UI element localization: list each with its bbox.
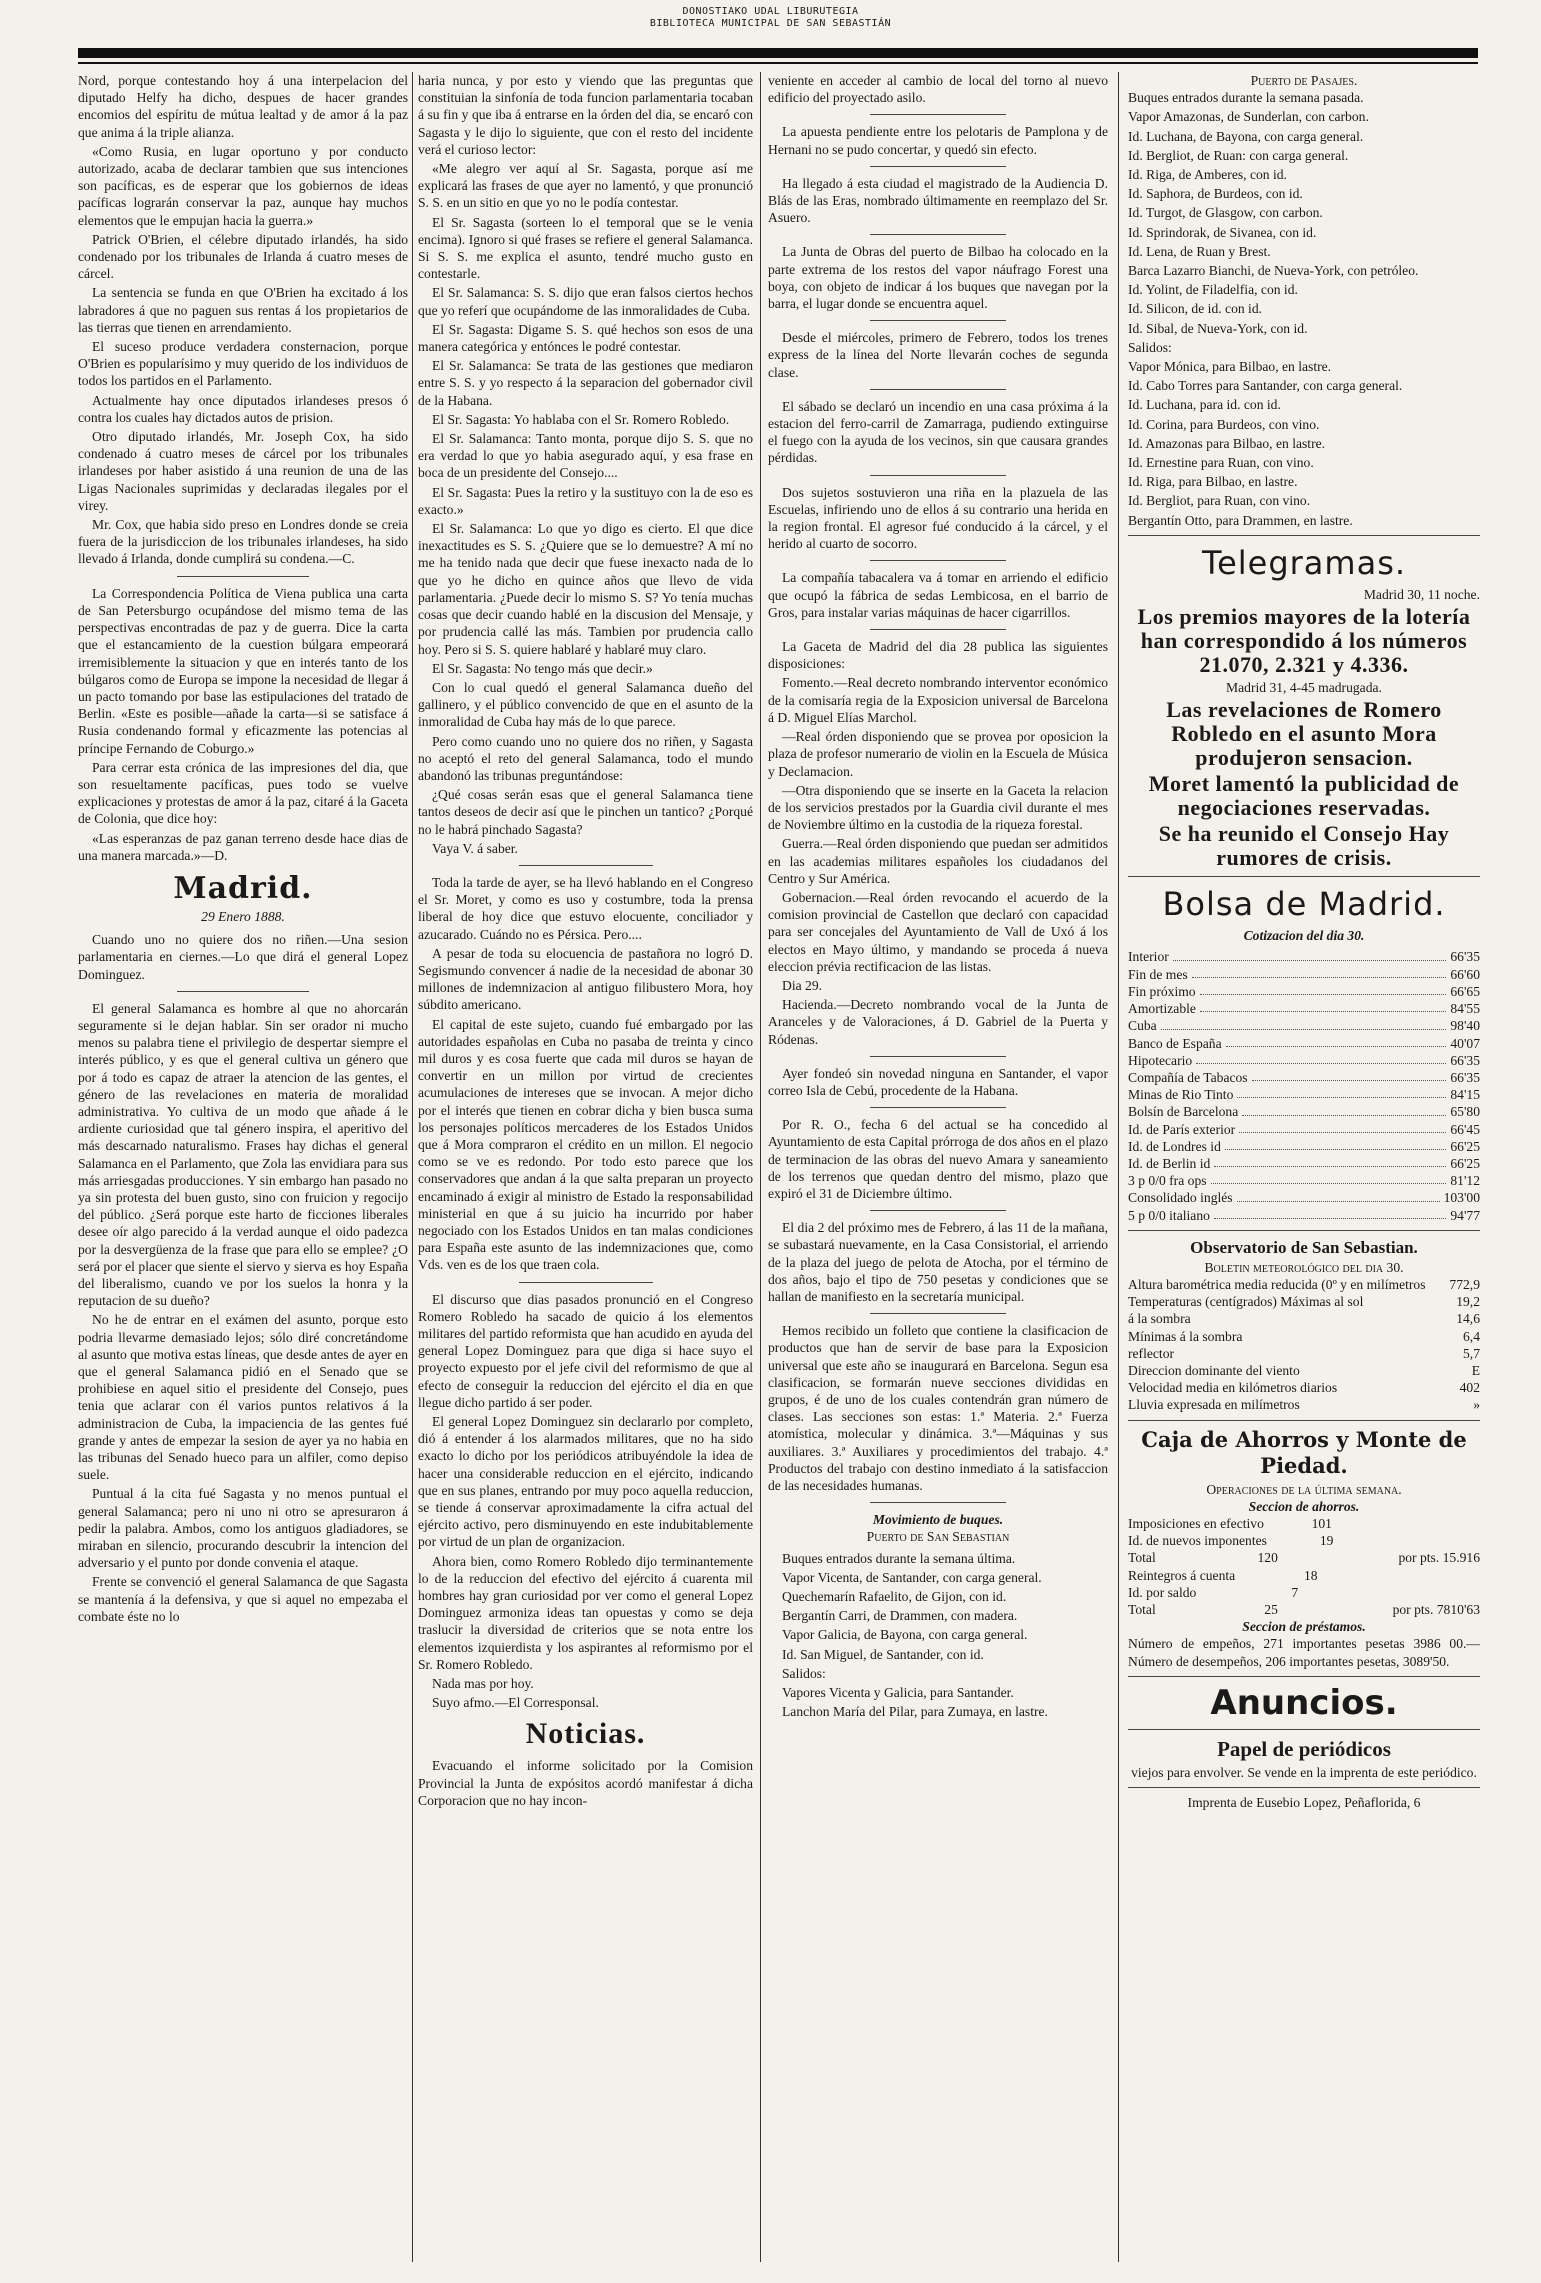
section-title-madrid: Madrid. [173, 870, 313, 906]
table-row [1128, 1276, 1480, 1293]
separator [870, 560, 1006, 561]
table-row [1128, 1310, 1480, 1327]
paragraph: Mr. Cox, que habia sido preso en Londres donde se creia fuera de la jurisdiccion de los tribunales irlandeses, ha sido llevado á Irlanda, donde cumplirá su condena.—C. [78, 517, 408, 567]
weather-value: 5,7 [1463, 1345, 1480, 1361]
savings-amount [1350, 1567, 1480, 1584]
paragraph: Hacienda.—Decreto nombrando vocal de la Junta de Aranceles y de Valoraciones, á D. Gabriel de la Puerta y Ródenas. [768, 997, 1108, 1047]
weather-label: Altura barométrica media reducida (0º y en milímetros [1128, 1276, 1426, 1292]
paragraph: El Sr. Sagasta: Pues la retiro y la sustituyo con la de eso es exacto.» [418, 484, 753, 517]
separator [1128, 535, 1480, 536]
separator [870, 389, 1006, 390]
paragraph: Puntual á la cita fué Sagasta y no menos puntual el general Salamanca; pero ni uno ni otro se apresuraron á pedir la palabra. Ambos, como los antiguos gladiadores, se miraban en silencio, procurando descubrir la intencion del adversario y el punto por donde convenia el ataque. [78, 1486, 408, 1571]
column-3 [768, 72, 1108, 2262]
table-row [1128, 1396, 1480, 1413]
weather-value: » [1473, 1397, 1480, 1413]
paragraph: El capital de este sujeto, cuando fué embargado por las autoridades españolas en Cuba no pasaba de treinta y cinco mil duros y es cosa fuerte que cada mil duros se hayan de convertir en un millon por virtud de crecientes acumulaciones de intereses que se invocan. A mejor dicho por el interés que tienen en cobrar dicha y bien busca suma los personajes políticos mercaderes de los Estados Unidos que á Mora compraron el crédito en un millon. El negocio como se ve es redondo. Por todo esto parece que los conservadores que andan á la que salta preparan un proyecto encaminado á exigir al ministro de Estado la responsabilidad ministerial en que á su juicio ha incurrido por haber negociado con los Estados Unidos en tan malas condiciones para España este asunto de las indemnizaciones que, como Vds. ven es de los que traen cola. [418, 1016, 753, 1273]
separator [1128, 876, 1480, 877]
ship-entry: Salidos: [1128, 339, 1172, 355]
paragraph: Otro diputado irlandés, Mr. Joseph Cox, ha sido condenado á cuatro meses de cárcel por los tribunales irlandeses por haber asistido á una reunion de una de las Ligas Nacionales suprimidas y declaradas ilegales por el virey. [78, 429, 408, 513]
paragraph: Nada mas por hoy. [432, 1676, 534, 1692]
weather-label: Temperaturas (centígrados) Máximas al sol [1128, 1294, 1364, 1310]
paragraph: Pero como cuando uno no quiere dos no riñen, y Sagasta no aceptó el reto del general Salamanca, todo el mundo abandonó las tribunas preguntándose: [418, 733, 753, 783]
paragraph: El Sr. Salamanca: Se trata de las gestiones que mediaron entre S. S. y yo respecto á la separacion del gobernador civil de la Habana. [418, 358, 753, 408]
table-row [1128, 1086, 1480, 1103]
header-rule [78, 48, 1478, 58]
savings-amount: por pts. 15.916 [1398, 1550, 1480, 1566]
table-row [1128, 1601, 1480, 1618]
paragraph: La apuesta pendiente entre los pelotaris de Pamplona y de Hernani no se pudo concertar, y quedó sin efecto. [768, 124, 1108, 157]
stock-name: Fin próximo [1128, 983, 1196, 999]
table-row [1128, 1362, 1480, 1379]
ship-entry: Id. Luchana, de Bayona, con carga general. [1128, 128, 1364, 144]
table-row [1128, 1121, 1480, 1138]
weather-table [1128, 1276, 1480, 1414]
column-divider [1118, 72, 1119, 2262]
stock-name: Minas de Rio Tinto [1128, 1087, 1234, 1103]
table-row [1128, 1515, 1480, 1532]
paragraph: Nord, porque contestando hoy á una interpelacion del diputado Helfy ha dicho, despues de hacer grandes encomios del espíritu de mútua lealtad y de amor á la paz que anima á la triple alianza. [78, 73, 408, 140]
table-row [1128, 1035, 1480, 1052]
separator [1128, 1787, 1480, 1788]
list-item: Vapor Galicia, de Bayona, con carga general. [782, 1627, 1028, 1643]
leader-dots [1237, 1189, 1440, 1201]
ship-entry: Id. Turgot, de Glasgow, con carbon. [1128, 205, 1323, 221]
section-title-noticias: Noticias. [525, 1717, 646, 1751]
leader-dots [1161, 1017, 1447, 1029]
stock-name: Id. de París exterior [1128, 1121, 1236, 1137]
section-title-movimiento: Movimiento de buques. [872, 1512, 1004, 1528]
stock-value: 66'25 [1450, 1138, 1480, 1154]
paragraph: Número de empeños, 271 importantes pesetas 3986 00.—Número de desempeños, 206 importantes pesetas, 3089'50. [1128, 1636, 1480, 1669]
stock-value: 66'35 [1450, 1052, 1480, 1068]
weather-value: 402 [1459, 1380, 1480, 1396]
dateline: 29 Enero 1888. [201, 908, 285, 924]
savings-amount [1350, 1515, 1480, 1532]
stock-name: Consolidado inglés [1128, 1190, 1233, 1206]
weather-value: 14,6 [1456, 1311, 1480, 1327]
paragraph: La sentencia se funda en que O'Brien ha excitado á los labradores á que no paguen sus rentas á los propietarios de las tierras que tienen en arrendamiento. [78, 285, 408, 335]
stock-name: Compañía de Tabacos [1128, 1069, 1248, 1085]
stock-value: 66'25 [1450, 1155, 1480, 1171]
savings-table [1128, 1515, 1480, 1618]
paragraph: El Sr. Sagasta (sorteen lo el temporal que se le venia encima). Ignoro si qué frases se refiere el general Salamanca. Si S. S. me explica el asunto, tendré mucho gusto en contestarle. [418, 214, 753, 282]
telegram-headline: Los premios mayores de la lotería han correspondido á los números 21.070, 2.321 y 4.336. [1137, 604, 1471, 678]
separator [870, 1210, 1006, 1211]
paragraph: El Sr. Salamanca: S. S. dijo que eran falsos ciertos hechos que yo referí que ocupándome de las inmoralidades de Cuba. [418, 285, 753, 318]
paragraph: Actualmente hay once diputados irlandeses presos ó contra los cuales hay dictados autos de prision. [78, 392, 408, 425]
savings-label: Total [1128, 1601, 1156, 1617]
ship-entry: Buques entrados durante la semana pasada. [1128, 90, 1364, 106]
stock-name: Interior [1128, 949, 1169, 965]
table-row [1128, 1328, 1480, 1345]
section-subtitle: Operaciones de la última semana. [1206, 1481, 1402, 1497]
leader-dots [1173, 948, 1447, 960]
ship-entry: Id. Bergliot, para Ruan, con vino. [1128, 493, 1311, 509]
separator [870, 320, 1006, 321]
table-row [1128, 1017, 1480, 1034]
weather-value: E [1471, 1362, 1480, 1378]
ship-entry: Id. Yolint, de Filadelfia, con id. [1128, 282, 1298, 298]
ship-entry: Id. Luchana, para id. con id. [1128, 397, 1281, 413]
ship-entry: Id. Riga, de Amberes, con id. [1128, 167, 1287, 183]
savings-label: Id. de nuevos imponentes [1128, 1533, 1267, 1549]
weather-label: Lluvia expresada en milímetros [1128, 1397, 1300, 1413]
column-1 [78, 72, 408, 2262]
table-row [1128, 948, 1480, 965]
ship-entry: Id. Sibal, de Nueva-York, con id. [1128, 320, 1308, 336]
paragraph: Con lo cual quedó el general Salamanca dueño del gallinero, y el público convencido de que en el asunto de la inmoralidad de Cuba hay más de lo que parece. [418, 679, 753, 730]
paragraph: Ahora bien, como Romero Robledo dijo terminantemente lo de la reduccion del efectivo del ejército á cuarenta mil hombres hay gran curiosidad por ver como el general Lopez Dominguez armoniza ideas tan opuestas y como se deja traslucir la diversidad de criterios que se nota entre los elementos izquierdista y los aspirantes al reformismo por el Sr. Romero Robledo. [418, 1553, 753, 1672]
savings-label: Id. por saldo [1128, 1584, 1197, 1600]
paragraph: Por R. O., fecha 6 del actual se ha concedido al Ayuntamiento de esta Capital prórroga de dos años en el plazo de terminacion de las obras del nuevo Amara y saneamiento de los terrenos que quedan dentro del mismo, plazo que expiró el 31 de Diciembre último. [768, 1117, 1108, 1201]
paragraph: El Sr. Salamanca: Tanto monta, porque dijo S. S. que no era verdad lo que yo habia asegurado aquí, y esa frase en boca de un presidente del Consejo.... [418, 431, 753, 481]
list-item: Vapor Vicenta, de Santander, con carga general. [782, 1569, 1042, 1585]
stock-name: 5 p 0/0 italiano [1128, 1207, 1210, 1223]
paragraph: El suceso produce verdadera consternacion, porque O'Brien es popularísimo y muy querido de los individuos de todos los partidos en el Parlamento. [78, 339, 408, 389]
section-title-bolsa: Bolsa de Madrid. [1162, 885, 1446, 924]
leader-dots [1252, 1069, 1447, 1081]
table-row [1128, 1345, 1480, 1362]
paragraph: «Como Rusia, en lugar oportuno y por conducto autorizado, acaba de declarar tambien que sus intenciones son pacíficas, es de esperar que los gobiernos de ideas pacíficas lograrán conservar la paz, aunque hay muchos elementos que le empujan hacia la guerra.» [78, 143, 408, 228]
table-row [1128, 983, 1480, 1000]
dateline: Madrid 30, 11 noche. [1363, 586, 1480, 602]
paragraph: La Junta de Obras del puerto de Bilbao ha colocado en la parte extrema de los restos del vapor náufrago Forest una boya, con objeto de indicar á los buques que navegan por la barra, el lugar donde se encuentra aquel. [768, 244, 1108, 312]
section-subtitle: Boletin meteorológico del dia 30. [1204, 1259, 1404, 1275]
header-rule-thin [78, 62, 1478, 64]
separator [870, 1313, 1006, 1314]
savings-count: 120 [1257, 1550, 1278, 1566]
ship-entry: Id. Cabo Torres para Santander, con carga general. [1128, 378, 1403, 394]
section-title-telegramas: Telegramas. [1201, 543, 1407, 582]
paragraph: —Real órden disponiendo que se provea por oposicion la plaza de profesor numerario de violin en la Escuela de Música y Declamacion. [768, 729, 1108, 779]
telegram-headline: Las revelaciones de Romero Robledo en el asunto Mora produjeron sensacion. [1166, 697, 1442, 771]
leader-dots [1200, 1000, 1446, 1012]
paragraph: Hemos recibido un folleto que contiene la clasificacion de productos que han de servir de base para la Exposicion universal que este año se inaugurará en Barcelona. Segun esa clasificacion, se formarán nueve secciones divididas en grupos, é de uno de los cuales contendrán gran número de clases. Las secciones son estas: 1.ª Materia. 2.ª Fuerza atomística, molecular y dinámica. 3.ª—Máquinas y sus auxiliares. 3.ª Auxiliares y procedimientos del trabajo. 4.ª Productos del trabajo con destino inmediato á la satisfaccion de las necesidades humanas. [768, 1323, 1108, 1494]
stock-value: 103'00 [1443, 1190, 1480, 1206]
leader-dots [1239, 1121, 1446, 1133]
weather-value: 772,9 [1449, 1276, 1480, 1292]
ship-entry: Id. Silicon, de id. con id. [1128, 301, 1263, 317]
column-4 [1128, 72, 1480, 2262]
ship-entry: Id. Corina, para Burdeos, con vino. [1128, 416, 1320, 432]
archive-line-2: BIBLIOTECA MUNICIPAL DE SAN SEBASTIÁN [649, 18, 892, 29]
list-item: Quechemarín Rafaelito, de Gijon, con id. [782, 1589, 1007, 1605]
paragraph: Dos sujetos sostuvieron una riña en la plazuela de las Escuelas, infiriendo uno de ellos á su contrario una herida en la region frontal. El agresor fué conducido á la cárcel, y el herido al cuarto de socorro. [768, 484, 1108, 552]
weather-value: 6,4 [1463, 1328, 1480, 1344]
paragraph: El Sr. Salamanca: Lo que yo digo es cierto. El que dice inexactitudes es S. S. ¿Quiere que se lo demuestre? A mí no me ha tenido nada que decir que fuese inexacto nada de lo que yo he dicho en quince años que llevo de vida parlamentaria. ¿Puede decir lo mismo S. S? Yo tenía muchas cosas que decir cuando hablé en la discusion del Mensaje, y por prudencia callé las más. Tambien por prudencia callo hoy. Pero si S. S. quiere hablaré y hablaré muy claro. [418, 521, 753, 657]
separator [870, 475, 1006, 476]
stock-value: 66'60 [1450, 966, 1480, 982]
stock-name: Id. de Londres id [1128, 1138, 1221, 1154]
list-item: Lanchon María del Pilar, para Zumaya, en lastre. [782, 1704, 1048, 1720]
ship-entry: Id. Ernestine para Ruan, con vino. [1128, 455, 1314, 471]
weather-label: reflector [1128, 1345, 1175, 1361]
stock-name: Id. de Berlin id [1128, 1155, 1211, 1171]
savings-amount [1350, 1584, 1480, 1601]
table-row [1128, 1584, 1480, 1601]
table-row [1128, 1172, 1480, 1189]
paragraph: Ayer fondeó sin novedad ninguna en Santander, el vapor correo Isla de Cebú, procedente de la Habana. [768, 1065, 1108, 1098]
ship-entry: Vapor Amazonas, de Sunderlan, con carbon. [1128, 109, 1369, 125]
ad-text: viejos para envolver. Se vende en la imprenta de este periódico. [1131, 1764, 1477, 1780]
list-item: Bergantín Carri, de Drammen, con madera. [782, 1608, 1018, 1624]
separator [870, 1056, 1006, 1057]
column-2 [418, 72, 753, 2262]
paragraph: La Gaceta de Madrid del dia 28 publica las siguientes disposiciones: [768, 639, 1108, 672]
paragraph: ¿Qué cosas serán esas que el general Salamanca tiene tantos deseos de decir así que le pinchen un tantico? ¿Porqué no le habrá pinchado Sagasta? [418, 787, 753, 837]
paragraph: Fomento.—Real decreto nombrando interventor económico de la comisaría regia de la Exposicion universal de Barcelona á D. Miguel Elías Marchol. [768, 675, 1108, 725]
separator [1128, 1230, 1480, 1231]
ship-entry: Id. Sprindorak, de Sivanea, con id. [1128, 224, 1317, 240]
leader-dots [1225, 1138, 1446, 1150]
table-row [1128, 1207, 1480, 1224]
column-divider [760, 72, 761, 2262]
section-subtitle: Cotizacion del dia 30. [1243, 928, 1365, 944]
paragraph: Frente se convenció el general Salamanca de que Sagasta se mantenía á la defensiva, y que si aquel no empezaba el combate éste no lo [78, 1574, 408, 1624]
paragraph: Patrick O'Brien, el célebre diputado irlandés, ha sido condenado por los tribunales de Irlanda á cuatro meses de cárcel. [78, 231, 408, 282]
printer-imprint: Imprenta de Eusebio Lopez, Peñaflorida, 6 [1187, 1795, 1421, 1810]
weather-label: á la sombra [1128, 1311, 1191, 1327]
leader-dots [1214, 1155, 1446, 1167]
list-item: Salidos: [782, 1665, 826, 1681]
paragraph: El Sr. Sagasta: Digame S. S. qué hechos son esos de una manera categórica y entónces le podré contestar. [418, 321, 753, 355]
table-row [1128, 1000, 1480, 1017]
paragraph: El Sr. Sagasta: No tengo más que decir.» [432, 660, 653, 676]
separator [870, 1107, 1006, 1108]
ship-entry: Id. Lena, de Ruan y Brest. [1128, 243, 1271, 259]
paragraph: El dia 2 del próximo mes de Febrero, á las 11 de la mañana, se subastará nuevamente, en la Casa Consistorial, el arriendo de la plaza del juego de pelota de Atocha, por el término de dos años, bajo el tipo de 750 pesetas y condiciones que se hallan de manifiesto en la secretaría municipal. [768, 1220, 1108, 1304]
table-row [1128, 1189, 1480, 1206]
ship-entry: Vapor Mónica, para Bilbao, en lastre. [1128, 359, 1332, 375]
ship-entry: Bergantín Otto, para Drammen, en lastre. [1128, 512, 1353, 528]
paragraph: «Me alegro ver aquí al Sr. Sagasta, porque así me explicará las frases de que ayer no lamentó, y que pronunció S. S. en un sitio en que yo no le podía contestar. [418, 161, 753, 211]
dateline: Madrid 31, 4-45 madrugada. [1226, 680, 1382, 696]
paragraph: El sábado se declaró un incendio en una casa próxima á la estacion del ferro-carril de Zamarraga, pudiendo extinguirse el fuego con la ayuda de los vecinos, sin que causara grandes pérdidas. [768, 398, 1108, 466]
bolsa-table [1128, 948, 1480, 1223]
section-title-anuncios: Anuncios. [1210, 1682, 1398, 1723]
leader-dots [1196, 1052, 1446, 1064]
paragraph: Gobernacion.—Real órden revocando el acuerdo de la comision provincial de Castellon que declaró con capacidad para ser concejales del Ayuntamiento de Vall de Uxó á los electos en Mayo último, y mandando se proceda á nueva eleccion prévia rectificacion de las listas. [768, 889, 1108, 974]
savings-amount [1350, 1532, 1480, 1549]
paragraph: Evacuando el informe solicitado por la Comision Provincial la Junta de expósitos acordó manifestar á dicha Corporacion que no hay incon- [418, 1758, 753, 1808]
separator [870, 234, 1006, 235]
stock-value: 66'35 [1450, 1069, 1480, 1085]
leader-dots [1200, 983, 1447, 995]
ship-entry: Id. Bergliot, de Ruan: con carga general. [1128, 147, 1349, 163]
table-row [1128, 1379, 1480, 1396]
paragraph: La Correspondencia Política de Viena publica una carta de San Petersburgo ocupándose del mismo tema de las perspectivas encontradas de paz y de guerra. Dice la carta que el estancamiento de la cuestion búlgara empeorará irremisiblemente la situacion y que en interés tanto de los búlgaros como de Europa se impone la necesidad de llegar á un pacto tomando por base las estipulaciones del tratado de Berlin. «Este es posible—añade la carta—si se satisface á Rusia condenando formal y eficazmente las potencias al príncipe Fernando de Coburgo.» [78, 585, 408, 756]
separator [870, 629, 1006, 630]
paragraph: Ha llegado á esta ciudad el magistrado de la Audiencia D. Blás de las Eras, nombrado últimamente en reemplazo del Sr. Asuero. [768, 175, 1108, 226]
stock-value: 84'15 [1450, 1087, 1480, 1103]
stock-name: 3 p 0/0 fra ops [1128, 1173, 1207, 1189]
separator [1128, 1420, 1480, 1421]
paragraph: Guerra.—Real órden disponiendo que puedan ser admitidos en las academias militares españoles los ciudadanos del Centro y Sur América. [768, 836, 1108, 886]
leader-dots [1214, 1207, 1446, 1219]
table-row [1128, 1103, 1480, 1120]
stock-value: 66'35 [1450, 949, 1480, 965]
separator [519, 865, 653, 866]
savings-label: Total [1128, 1550, 1156, 1566]
stock-name: Bolsín de Barcelona [1128, 1104, 1239, 1120]
savings-count: 19 [1319, 1533, 1334, 1549]
savings-amount: por pts. 7810'63 [1392, 1601, 1480, 1617]
telegram-headline: Moret lamentó la publicidad de negociaciones reservadas. [1148, 771, 1460, 821]
table-row [1128, 1567, 1480, 1584]
paragraph: Vaya V. á saber. [432, 840, 518, 856]
paragraph: veniente en acceder al cambio de local del torno al nuevo edificio del proyectado asilo. [768, 73, 1108, 106]
paragraph: Para cerrar esta crónica de las impresiones del dia, que son resueltamente pacíficas, pues todo se vuelve explicaciones y protestas de amor á la paz, citaré á la Gaceta de Colonia, que dice hoy: [78, 759, 408, 827]
stock-value: 66'45 [1450, 1121, 1480, 1137]
paragraph: No he de entrar en el exámen del asunto, porque esto podria llevarme demasiado lejos; sólo diré concretándome al asunto que motiva estas líneas, que desde antes de ayer en que el general Salamanca pidió en el Senado que se prohibiese en aquel sitio el presidente del Consejo, pues tenia que aclarar con él varios puntos relativos á la administracion de Cuba, la impaciencia de las gentes fué grande y antes de empezar la sesion de ayer ya no habia en las tribunas del Senado hueco para un alfiler, como depiso suele. [78, 1312, 408, 1483]
leader-dots [1242, 1103, 1446, 1115]
stock-name: Fin de mes [1128, 966, 1188, 982]
paragraph: «Las esperanzas de paz ganan terreno desde hace dias de una manera marcada.»—D. [78, 830, 408, 863]
separator [177, 991, 309, 992]
stock-name: Cuba [1128, 1018, 1157, 1034]
savings-count: 18 [1304, 1567, 1318, 1583]
savings-count: 101 [1311, 1515, 1332, 1531]
paragraph: El general Salamanca es hombre al que no ahorcarán seguramente si le dejan hablar. Sin ser orador ni mucho menos su palabra tiene el privilegio de despertar siempre el interés público, y es que el general cultiva un género que por á todo es capaz de atraer la atencion de las gentes, el género de las revelaciones en materia de moralidad administrativa. Yo cultiva de un modo que añade á le ardiente curiosidad que tal género inspira, el aperitivo del más descarnado naturalismo. Frases hay dichas el general Salamanca en el Parlamento, que Zola las envidiara para sus más arriesgadas producciones. Y sin embargo han pasado no ya sin protesta del buen gusto, sino con fruicion y regocijo del público. ¿Será porque este harto de ficciones liberales desee oír algo parecido á la verdad aunque el oido padezca por la desvergüenza de la frase que para ello se emplee? ¿O será por el placer que siente el siervo y sierva es hoy España del liberalismo, cuando ve por los suelos la honra y la reputacion de su dueño? [78, 1000, 408, 1309]
paragraph: El Sr. Sagasta: Yo hablaba con el Sr. Romero Robledo. [432, 411, 730, 427]
stock-value: 94'77 [1450, 1207, 1480, 1223]
paragraph: La compañía tabacalera va á tomar en arriendo el edificio que ocupó la fábrica de sedas Lembicosa, en el barrio de Gros, para instalar varias máquinas de hacer cigarrillos. [768, 570, 1108, 620]
stock-value: 84'55 [1450, 1001, 1480, 1017]
weather-label: Velocidad media en kilómetros diarios [1128, 1380, 1338, 1396]
section-title-caja: Caja de Ahorros y Monte de Piedad. [1141, 1426, 1467, 1478]
table-row [1128, 1155, 1480, 1172]
leader-dots [1211, 1172, 1447, 1184]
separator [177, 576, 309, 577]
paragraph: A pesar de toda su elocuencia de pastañora no logró D. Segismundo convencer á nadie de la necesidad de abonar 30 millones de indemnizacion al antiguo filibustero Mora, hoy súbdito americano. [418, 945, 753, 1013]
paragraph: Toda la tarde de ayer, se ha llevó hablando en el Congreso el Sr. Moret, y como es uso y costumbre, toda la prensa liberal de hoy dice que estuvo elocuente, conciliador y azucarado. Cuándo no es Pérsica. Pero.... [418, 874, 753, 942]
separator [870, 114, 1006, 115]
stock-value: 66'65 [1450, 983, 1480, 999]
ad-headline: Papel de periódicos [1217, 1736, 1391, 1761]
section-title-observatorio: Observatorio de San Sebastian. [1190, 1237, 1418, 1257]
paragraph: Dia 29. [782, 977, 823, 993]
savings-label: Reintegros á cuenta [1128, 1567, 1236, 1583]
list-item: Vapores Vicenta y Galicia, para Santander. [782, 1685, 1014, 1701]
ship-entry: Id. Saphora, de Burdeos, con id. [1128, 186, 1303, 202]
separator [870, 166, 1006, 167]
separator [1128, 1676, 1480, 1677]
column-divider [412, 72, 413, 2262]
list-item: Id. San Miguel, de Santander, con id. [782, 1646, 984, 1662]
separator [870, 1502, 1006, 1503]
leader-dots [1226, 1035, 1447, 1047]
section-title-pasajes: Puerto de Pasajes. [1250, 73, 1358, 88]
section-subtitle: Seccion de ahorros. [1248, 1498, 1360, 1514]
telegram-headline: Se ha reunido el Consejo Hay rumores de crisis. [1158, 821, 1450, 871]
table-row [1128, 1293, 1480, 1310]
ships-list [1128, 89, 1480, 529]
archive-line-1: DONOSTIAKO UDAL LIBURUTEGIA [682, 6, 859, 17]
weather-value: 19,2 [1456, 1294, 1480, 1310]
separator [1128, 1729, 1480, 1730]
table-row [1128, 1532, 1480, 1549]
paragraph: El discurso que dias pasados pronunció en el Congreso Romero Robledo ha sacado de quicio á los elementos militares del partido reformista que han acudido en ayuda del general Lopez Dominguez para que diga si hace suyo el proyecto expuesto por el jefe civil del reformismo de que al efecto de conseguir la reduccion del ejército el dia en que llegue dicho partido á ser poder. [418, 1291, 753, 1410]
separator [519, 1282, 653, 1283]
signature: Suyo afmo.—El Corresponsal. [432, 1695, 599, 1711]
stock-value: 98'40 [1450, 1018, 1480, 1034]
weather-label: Mínimas á la sombra [1128, 1328, 1243, 1344]
table-row [1128, 1052, 1480, 1069]
section-subtitle: Seccion de préstamos. [1242, 1619, 1366, 1635]
table-row [1128, 1138, 1480, 1155]
leader-dots [1237, 1086, 1446, 1098]
paragraph: haria nunca, y por esto y viendo que las preguntas que constituian la sinfonía de toda funcion parlamentaria tocaban á su fin y que iba á entrarse en la órden del dia, se encaró con Sagasta y le dijo lo siguiente, que con el resto del incidente verá el curioso lector: [418, 73, 753, 157]
paragraph: —Otra disponiendo que se inserte en la Gaceta la relacion de los servicios prestados por la Guardia civil durante el mes de Noviembre último en la custodia de la riqueza forestal. [768, 782, 1108, 833]
archive-stamp [0, 6, 1541, 30]
savings-count: 25 [1264, 1601, 1278, 1617]
paragraph: El general Lopez Dominguez sin declararlo por completo, dió á entender á los alarmados militares, que no ha sido exacto lo dicho por los periódicos atribuyéndole la idea de hacer una considerable reduccion en el ejército, indicando que en sus planes, entrando por muy poco aquella reduccion, se tiende á conservar aproximadamente la cifra actual del ejército activo, pero disminuyendo en este indubitablemente por virtud de un plan de organizacion. [418, 1414, 753, 1550]
table-row [1128, 1069, 1480, 1086]
section-subtitle: Puerto de San Sebastian [866, 1529, 1010, 1545]
table-row [1128, 1549, 1480, 1566]
summary: Cuando uno no quiere dos no riñen.—Una sesion parlamentaria en ciernes.—Lo que dirá el general Lopez Dominguez. [78, 932, 408, 982]
paragraph: Desde el miércoles, primero de Febrero, todos los trenes express de la línea del Norte llevarán coches de segunda clase. [768, 330, 1108, 380]
ship-entry: Barca Lazarro Bianchi, de Nueva-York, con petróleo. [1128, 263, 1419, 279]
stock-name: Hipotecario [1128, 1052, 1193, 1068]
list-item: Buques entrados durante la semana última. [782, 1550, 1016, 1566]
stock-name: Amortizable [1128, 1001, 1196, 1017]
stock-value: 65'80 [1450, 1104, 1480, 1120]
ship-entry: Id. Amazonas para Bilbao, en lastre. [1128, 435, 1326, 451]
stock-value: 40'07 [1450, 1035, 1480, 1051]
savings-count: 7 [1291, 1584, 1299, 1600]
leader-dots [1192, 966, 1447, 978]
stock-value: 81'12 [1450, 1173, 1480, 1189]
ship-entry: Id. Riga, para Bilbao, en lastre. [1128, 474, 1298, 490]
table-row [1128, 966, 1480, 983]
savings-label: Imposiciones en efectivo [1128, 1515, 1264, 1531]
weather-label: Direccion dominante del viento [1128, 1362, 1300, 1378]
stock-name: Banco de España [1128, 1035, 1222, 1051]
